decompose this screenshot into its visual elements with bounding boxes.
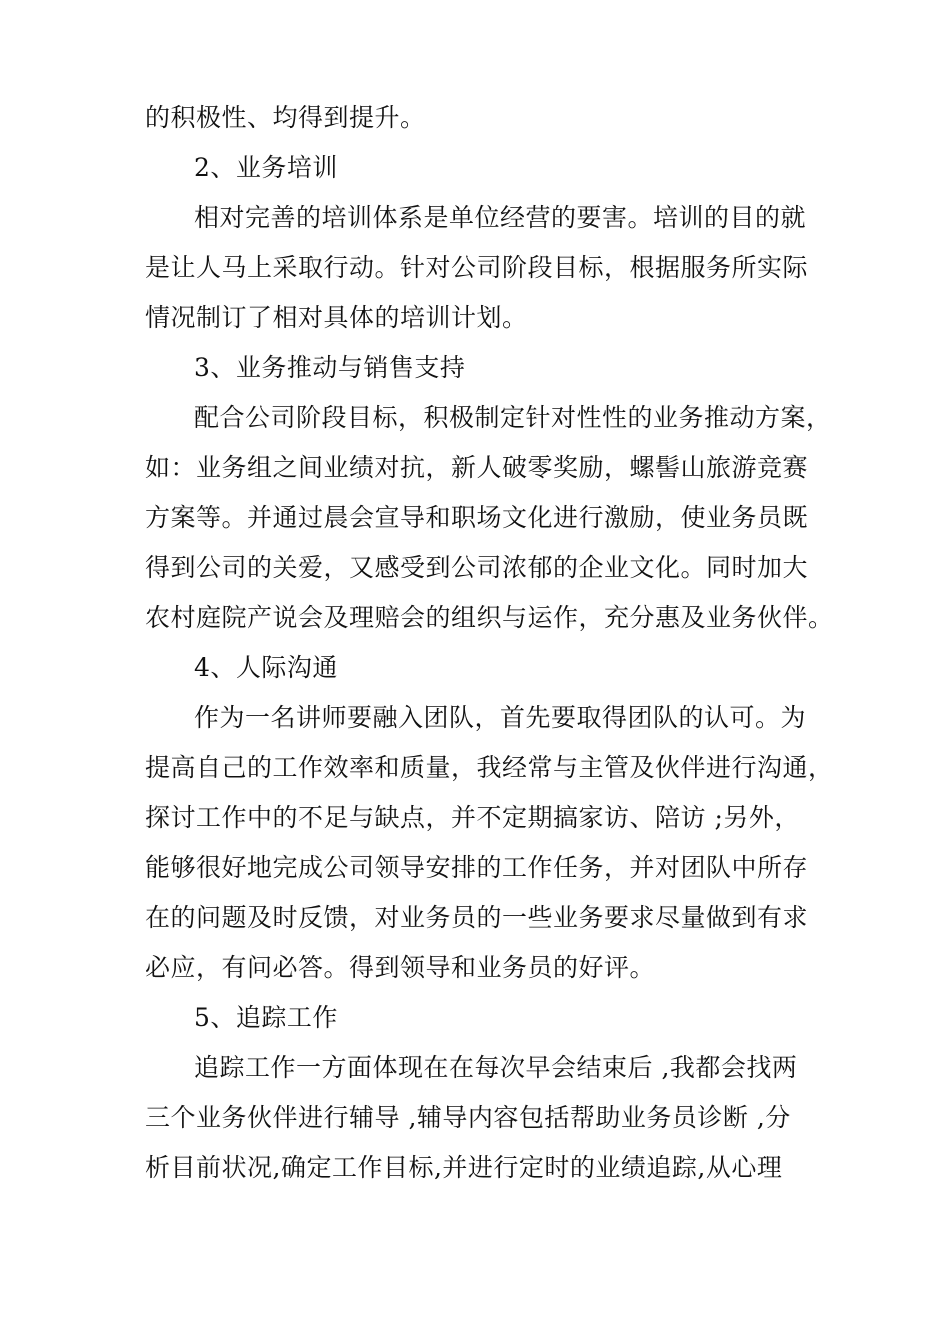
section-heading: 5、追踪工作: [194, 1003, 338, 1032]
paragraph-line: 得到公司的关爱，又感受到公司浓郁的企业文化。同时加大: [145, 553, 809, 582]
paragraph-line: 相对完善的培训体系是单位经营的要害。培训的目的就: [194, 203, 807, 232]
paragraph-line: 情况制订了相对具体的培训计划。: [145, 303, 528, 332]
paragraph-line: 农村庭院产说会及理赔会的组织与运作，充分惠及业务伙伴。: [145, 603, 834, 632]
paragraph-line: 是让人马上采取行动。针对公司阶段目标，根据服务所实际: [145, 253, 809, 282]
section-heading: 4、人际沟通: [194, 653, 338, 682]
paragraph-line: 探讨工作中的不足与缺点，并不定期搞家访、陪访 ;另外，: [145, 803, 800, 832]
paragraph-line: 在的问题及时反馈，对业务员的一些业务要求尽量做到有求: [145, 903, 809, 932]
paragraph-line: 析目前状况,确定工作目标,并进行定时的业绩追踪,从心理: [145, 1153, 783, 1182]
paragraph-line: 的积极性、均得到提升。: [145, 103, 426, 132]
paragraph-line: 三个业务伙伴进行辅导 ,辅导内容包括帮助业务员诊断 ,分: [145, 1103, 791, 1132]
paragraph-line: 如：业务组之间业绩对抗，新人破零奖励，螺髻山旅游竞赛: [145, 453, 809, 482]
paragraph-line: 作为一名讲师要融入团队，首先要取得团队的认可。为: [194, 703, 807, 732]
paragraph-line: 能够很好地完成公司领导安排的工作任务，并对团队中所存: [145, 853, 809, 882]
paragraph-line: 提高自己的工作效率和质量，我经常与主管及伙伴进行沟通，: [145, 753, 834, 782]
paragraph-line: 配合公司阶段目标，积极制定针对性性的业务推动方案，: [194, 403, 832, 432]
paragraph-line: 追踪工作一方面体现在在每次早会结束后 ,我都会找两: [194, 1053, 798, 1082]
section-heading: 3、业务推动与销售支持: [194, 353, 466, 382]
paragraph-line: 必应，有问必答。得到领导和业务员的好评。: [145, 953, 656, 982]
paragraph-line: 方案等。并通过晨会宣导和职场文化进行激励，使业务员既: [145, 503, 809, 532]
section-heading: 2、业务培训: [194, 153, 338, 182]
